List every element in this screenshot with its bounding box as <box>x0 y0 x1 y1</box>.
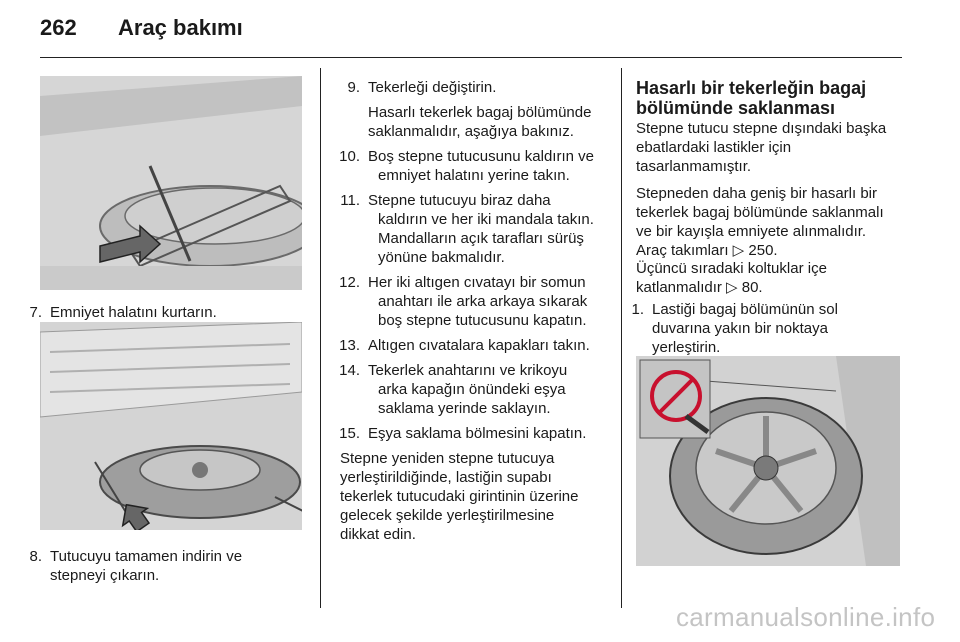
middle-step <box>326 103 618 141</box>
text-line: Araç takımları ▷ 250. <box>636 242 778 259</box>
text-line: Stepneden daha geniş bir hasarlı bir <box>636 185 877 202</box>
step-text-line: Tekerlek anahtarını ve krikoyu <box>368 362 568 379</box>
page-title: Araç bakımı <box>118 15 243 40</box>
page-number: 262 <box>40 15 77 40</box>
text-line: Üçüncü sıradaki koltuklar içe <box>636 260 827 277</box>
text-line: dikkat edin. <box>340 526 416 543</box>
step-text-line-3: yerleştirin. <box>652 339 721 356</box>
step-text-line: Tekerleği değiştirin. <box>368 79 497 96</box>
middle-step <box>326 147 618 185</box>
step-text-line: Her iki altıgen cıvatayı bir somun <box>368 274 586 291</box>
text-line: gelecek şekilde yerleştirilmesine <box>340 507 555 524</box>
step-number: 9. <box>347 79 360 96</box>
column-separator-1 <box>320 68 321 608</box>
step-text-line: Altıgen cıvatalara kapakları takın. <box>368 337 590 354</box>
step-number: 8. <box>29 548 42 565</box>
heading-line-1: Hasarlı bir tekerleğin bagaj <box>636 78 867 98</box>
text-line: yerleştirildiğinde, lastiğin supabı <box>340 469 552 486</box>
step-number: 7. <box>29 304 42 321</box>
step-text-line-1: Tutucuyu tamamen indirin ve <box>50 548 243 565</box>
section-heading <box>636 78 866 118</box>
paragraph-1 <box>636 119 886 176</box>
text-line: tasarlanmamıştır. <box>636 158 752 175</box>
text-line: ve bir kayışla emniyete alınmalıdır. <box>636 223 867 240</box>
step-number: 11. <box>340 192 360 209</box>
step-text-line: Boş stepne tutucusunu kaldırın ve <box>368 148 594 165</box>
middle-step <box>326 191 618 267</box>
step-text-line: saklama yerinde saklayın. <box>378 400 551 417</box>
middle-step <box>326 336 618 355</box>
paragraph-2 <box>636 184 884 260</box>
text-line: katlanmalıdır ▷ 80. <box>636 279 763 296</box>
step-text-line: Eşya saklama bölmesini kapatın. <box>368 425 587 442</box>
step-number: 14. <box>339 362 360 379</box>
text-line: tekerlek tutucudaki girintinin üzerine <box>340 488 579 505</box>
step-text-line: Stepne tutucuyu biraz daha <box>368 192 551 209</box>
text-line: tekerlek bagaj bölümünde saklanmalı <box>636 204 884 221</box>
paragraph-3 <box>636 259 827 297</box>
middle-step <box>326 424 618 443</box>
text-line: Stepne yeniden stepne tutucuya <box>340 450 555 467</box>
illustration-spare-wheel-lowering <box>40 76 302 290</box>
step-text-line: boş stepne tutucusunu kapatın. <box>378 312 587 329</box>
step-text-line: Hasarlı tekerlek bagaj bölümünde <box>368 104 592 121</box>
text-line: Stepne tutucu stepne dışındaki başka <box>636 120 887 137</box>
step-number: 13. <box>339 337 360 354</box>
illustration-spare-wheel-removal <box>40 322 302 530</box>
step-text-line-2: duvarına yakın bir noktaya <box>652 320 828 337</box>
middle-step <box>326 78 618 97</box>
step-text-line: saklanmalıdır, aşağıya bakınız. <box>368 123 574 140</box>
step-8 <box>8 547 308 587</box>
middle-step <box>326 361 618 418</box>
step-text: Emniyet halatını kurtarın. <box>50 304 217 321</box>
step-text-line: emniyet halatını yerine takın. <box>378 167 570 184</box>
step-number: 1. <box>631 301 644 318</box>
illustration-damaged-wheel-in-boot <box>636 356 900 566</box>
closing-paragraph <box>340 449 578 544</box>
right-step-1 <box>610 300 900 360</box>
step-text-line: anahtarı ile arka arkaya sıkarak <box>378 293 588 310</box>
step-text-line: Mandalların açık tarafları sürüş <box>378 230 584 247</box>
step-number: 10. <box>339 148 360 165</box>
watermark: carmanualsonline.info <box>676 602 936 632</box>
heading-line-2: bölümünde saklanması <box>636 98 836 118</box>
step-text-line-2: stepneyi çıkarın. <box>50 567 160 584</box>
text-line: ebatlardaki lastikler için <box>636 139 792 156</box>
step-text-line-1: Lastiği bagaj bölümünün sol <box>652 301 838 318</box>
step-number: 12. <box>339 274 360 291</box>
step-text-line: yönüne bakmalıdır. <box>378 249 505 266</box>
header-rule <box>40 57 902 58</box>
step-text-line: kaldırın ve her iki mandala takın. <box>378 211 594 228</box>
middle-step <box>326 273 618 330</box>
step-text-line: arka kapağın önündeki eşya <box>378 381 566 398</box>
step-number: 15. <box>339 425 360 442</box>
